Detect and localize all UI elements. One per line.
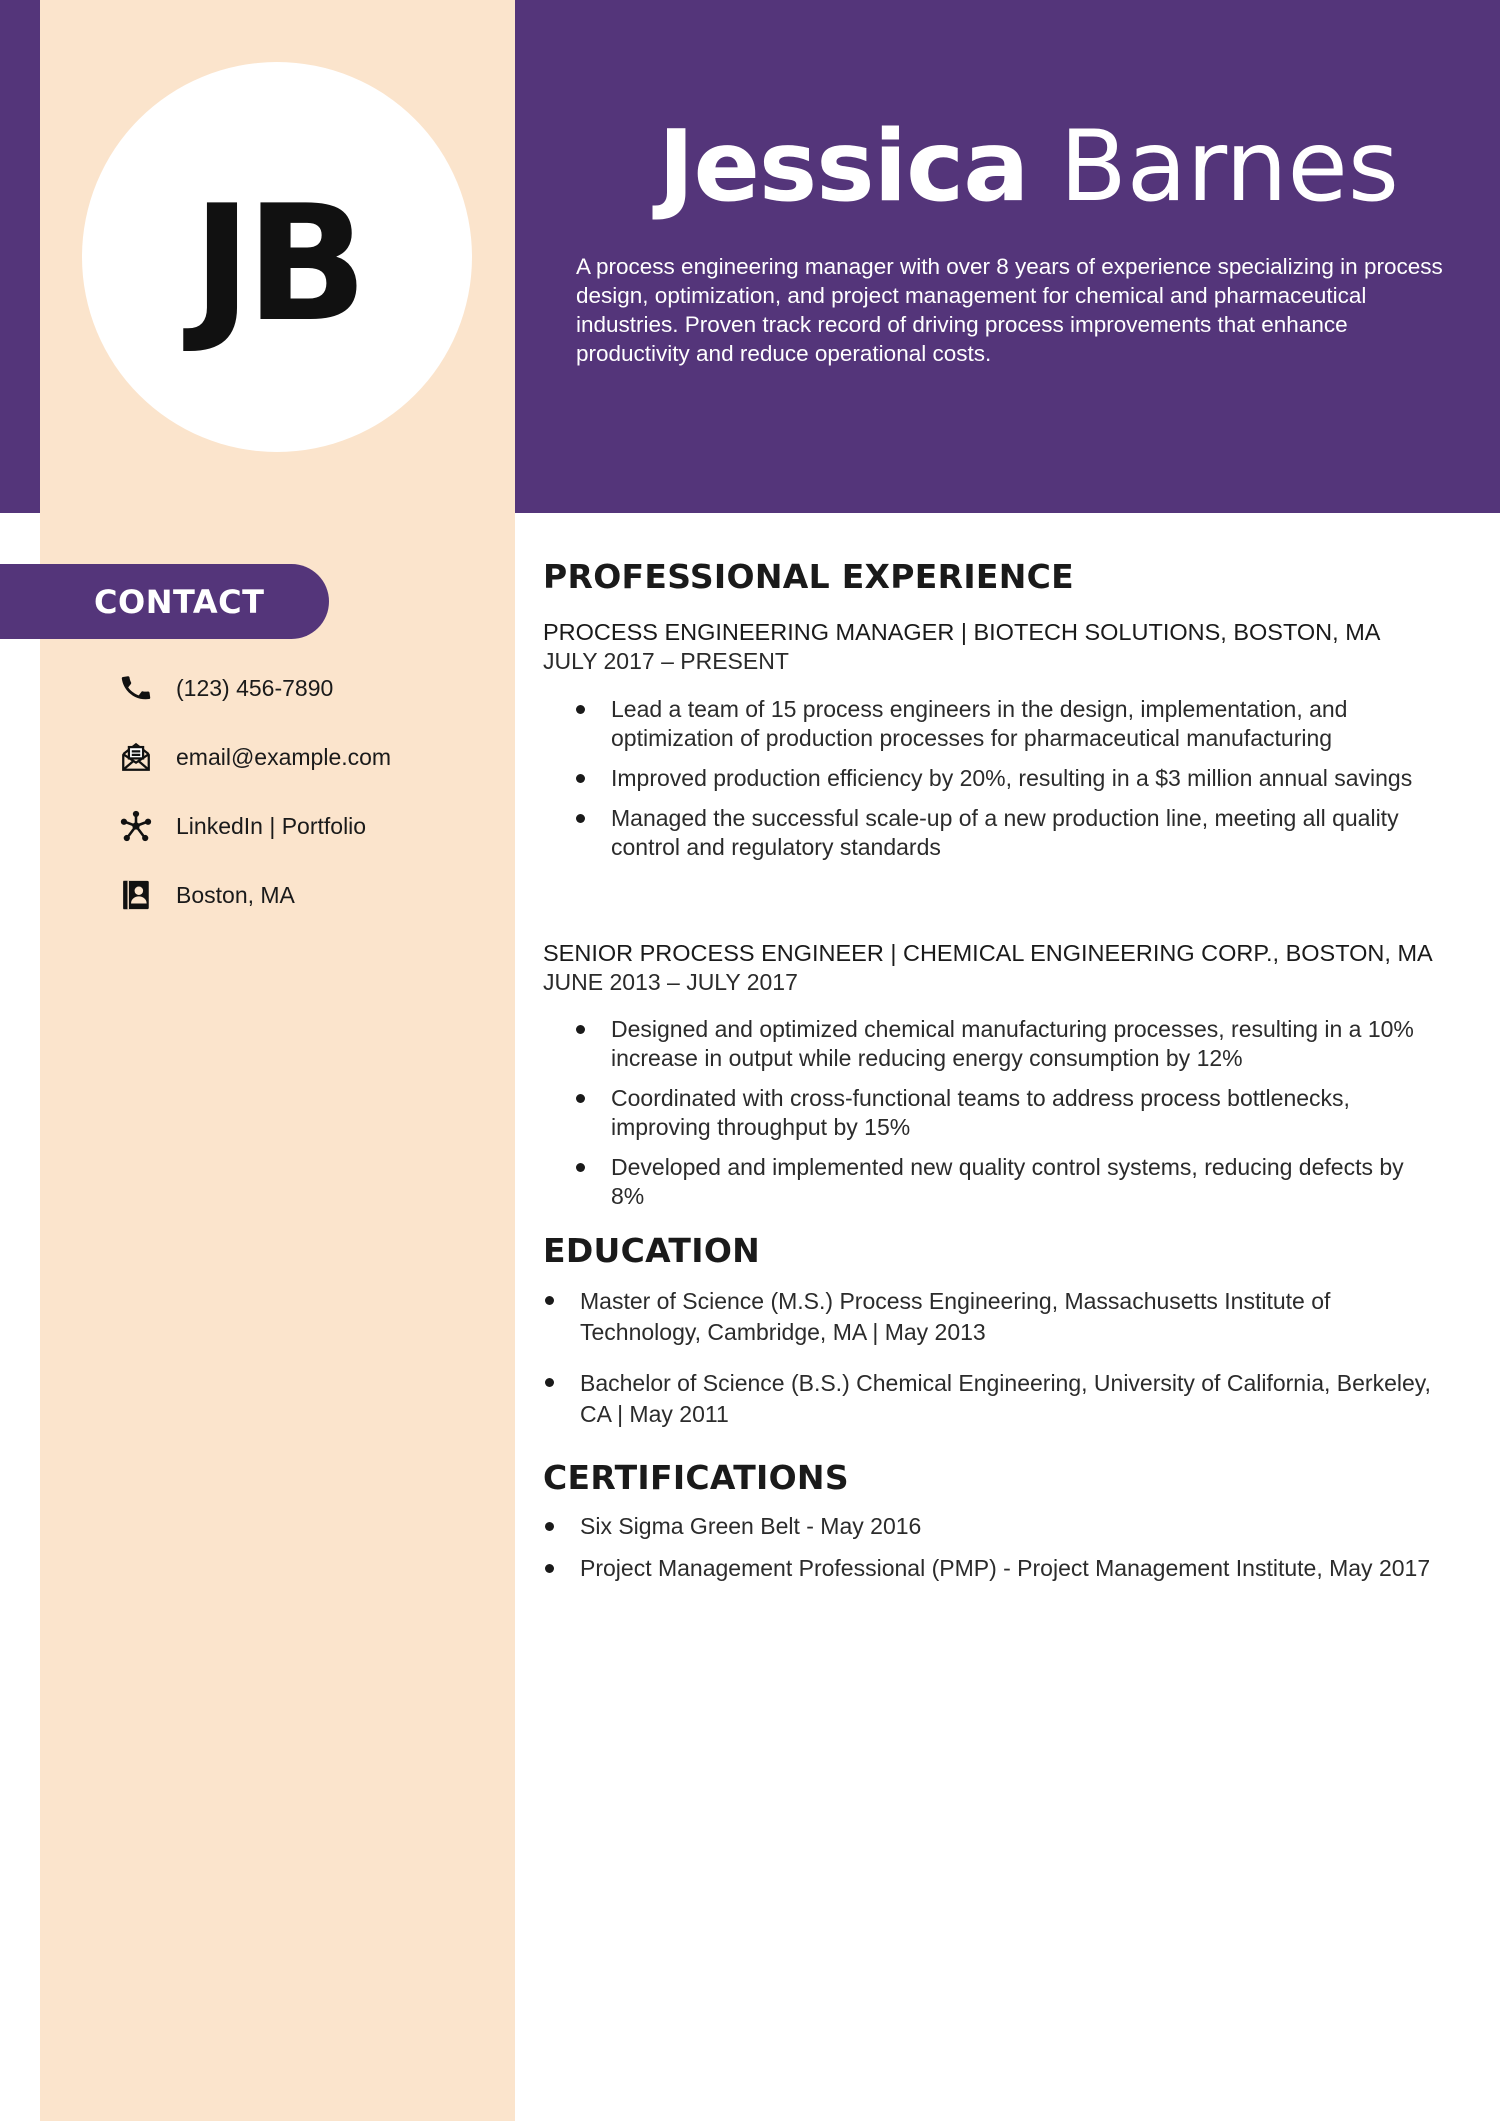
linkedin-portfolio-link[interactable]: LinkedIn | Portfolio xyxy=(176,812,367,839)
contact-email xyxy=(116,737,496,777)
job-title: SENIOR PROCESS ENGINEER | CHEMICAL ENGINEERING CORP., BOSTON, MA xyxy=(543,940,1433,966)
network-icon xyxy=(116,806,156,846)
job-dates: JUNE 2013 – JULY 2017 xyxy=(543,969,798,995)
monogram-avatar xyxy=(82,62,472,452)
job-entry-2 xyxy=(543,938,1443,1211)
list-item: Managed the successful scale-up of a new production line, meeting all quality control and regulatory standards xyxy=(543,804,1443,862)
contact-title: CONTACT xyxy=(94,582,265,621)
job-dates: JULY 2017 – PRESENT xyxy=(543,648,789,674)
list-item: Lead a team of 15 process engineers in the design, implementation, and optimization of production processes for pharmaceutical manufacturing xyxy=(543,695,1443,753)
left-accent-strip xyxy=(0,0,40,513)
first-name: Jessica xyxy=(658,110,1029,224)
education-list xyxy=(543,1286,1443,1430)
address-book-icon xyxy=(116,875,156,915)
list-item: Bachelor of Science (B.S.) Chemical Engineering, University of California, Berkeley, CA | May 2011 xyxy=(543,1368,1443,1430)
phone-number[interactable]: (123) 456-7890 xyxy=(176,674,334,701)
monogram-initials: JB xyxy=(192,169,362,357)
contact-heading xyxy=(0,564,329,639)
certifications-list xyxy=(543,1512,1443,1583)
list-item: Coordinated with cross-functional teams to address process bottlenecks, improving throughput by 15% xyxy=(543,1084,1443,1142)
profile-summary: A process engineering manager with over 8 years of experience specializing in process design, optimization, and project management for chemical and pharmaceutical industries. Proven track record of driving process improvements that enhance productivity and reduce operational costs. xyxy=(576,254,1443,366)
location: Boston, MA xyxy=(176,881,295,908)
list-item: Designed and optimized chemical manufacturing processes, resulting in a 10% increase in output while reducing energy consumption by 12% xyxy=(543,1015,1443,1073)
phone-icon xyxy=(116,668,156,708)
candidate-name xyxy=(658,110,1458,224)
email-address[interactable]: email@example.com xyxy=(176,743,392,770)
list-item: Project Management Professional (PMP) - Project Management Institute, May 2017 xyxy=(543,1554,1443,1583)
contact-phone xyxy=(116,668,496,708)
certifications-heading: CERTIFICATIONS xyxy=(543,1458,849,1497)
experience-heading: PROFESSIONAL EXPERIENCE xyxy=(543,557,1075,596)
job-bullets xyxy=(543,1015,1443,1211)
job-entry-1 xyxy=(543,617,1443,862)
job-title: PROCESS ENGINEERING MANAGER | BIOTECH SOLUTIONS, BOSTON, MA xyxy=(543,619,1381,645)
list-item: Developed and implemented new quality control systems, reducing defects by 8% xyxy=(543,1153,1443,1211)
main-content xyxy=(543,557,1443,1583)
list-item: Master of Science (M.S.) Process Engineering, Massachusetts Institute of Technology, Cambridge, MA | May 2013 xyxy=(543,1286,1443,1348)
job-bullets xyxy=(543,695,1443,862)
envelope-icon xyxy=(116,737,156,777)
education-heading: EDUCATION xyxy=(543,1231,761,1270)
list-item: Improved production efficiency by 20%, resulting in a $3 million annual savings xyxy=(543,764,1443,793)
last-name: Barnes xyxy=(1059,110,1399,224)
contact-list xyxy=(116,668,496,944)
list-item: Six Sigma Green Belt - May 2016 xyxy=(543,1512,1443,1541)
contact-location xyxy=(116,875,496,915)
contact-links xyxy=(116,806,496,846)
